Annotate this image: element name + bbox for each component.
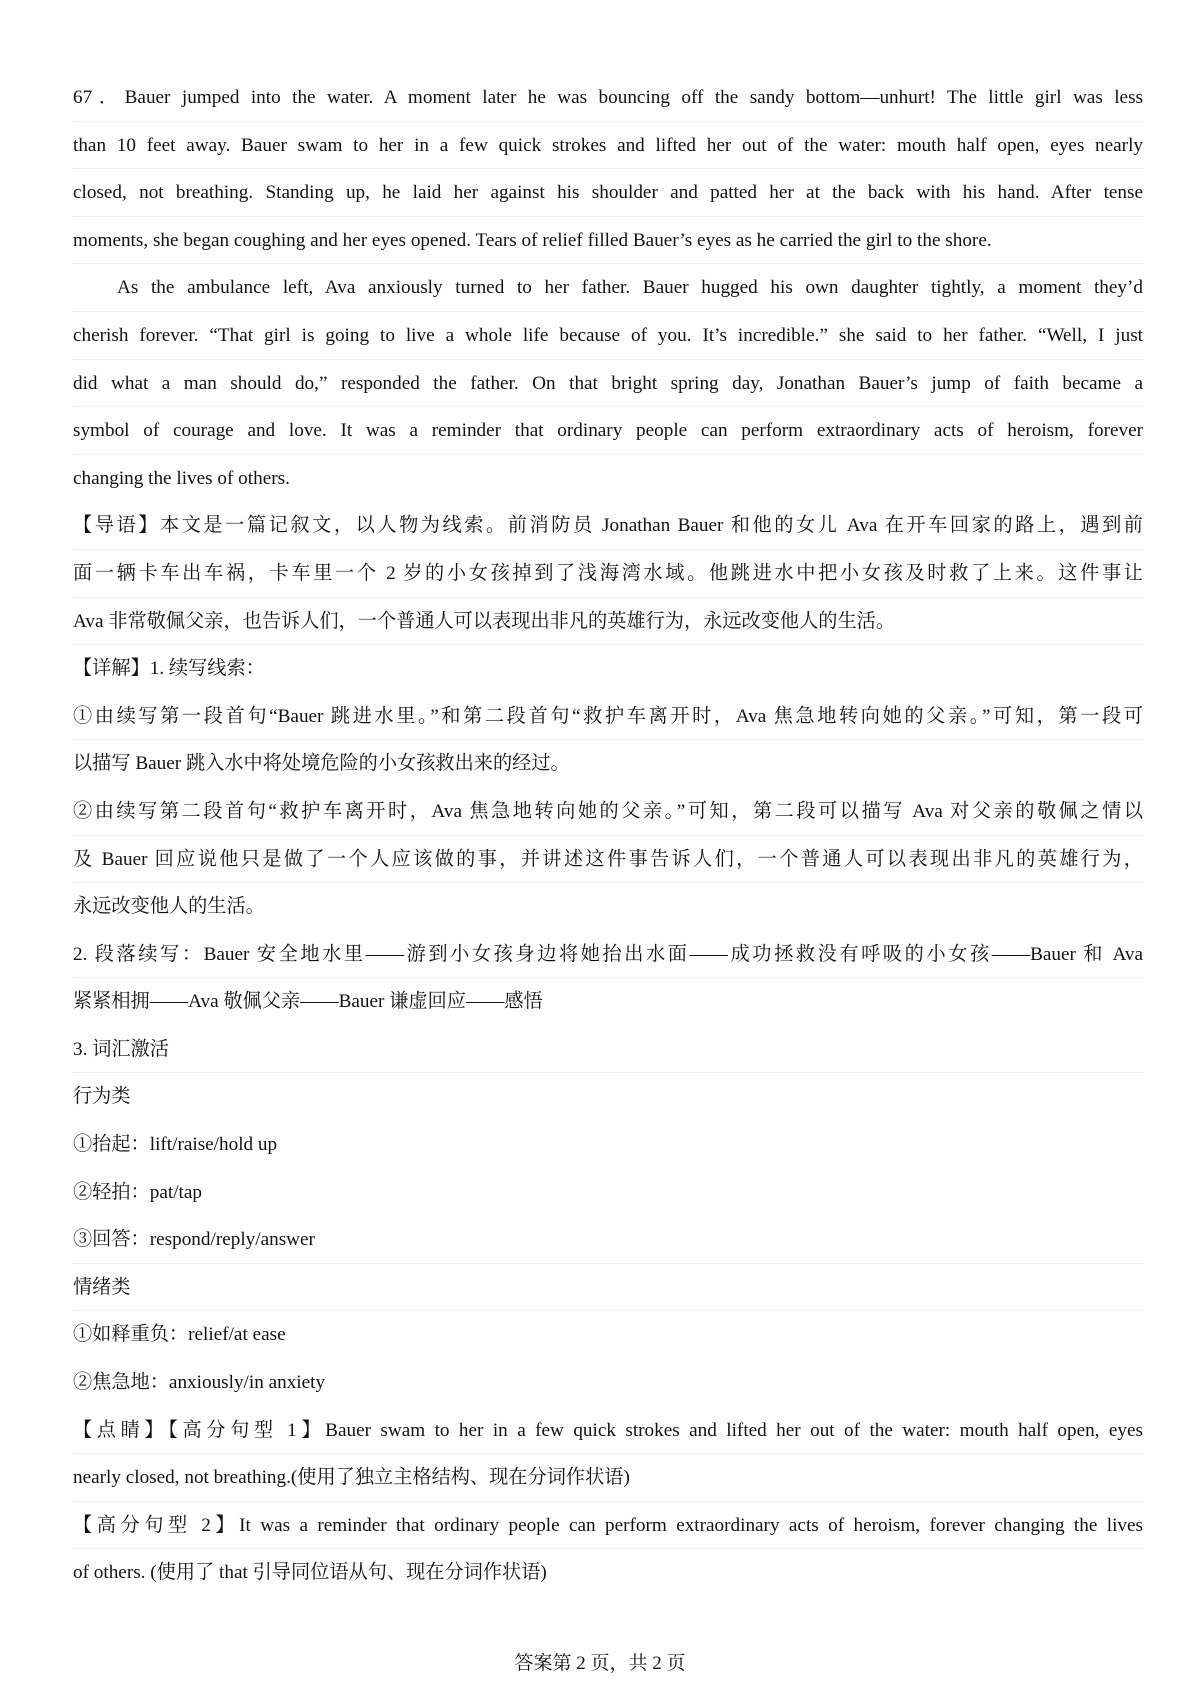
text-line: ①由续写第一段首句“Bauer 跳进水里。”和第二段首句“救护车离开时，Ava 焦急地转向她的父亲。”可知，第一段可 (73, 693, 1143, 741)
text-line: moments, she began coughing and her eyes opened. Tears of relief filled Bauer’s eyes as he carried the girl to the shore. (73, 217, 1143, 265)
text-line: than 10 feet away. Bauer swam to her in a few quick strokes and lifted her out of the water: mouth half open, eyes nearly (73, 122, 1143, 170)
text-line: 67．Bauer jumped into the water. A moment later he was bouncing off the sandy bottom—unhurt! The little girl was less (73, 74, 1143, 122)
text-line: changing the lives of others. (73, 467, 290, 489)
text-line: 紧紧相拥——Ava 敬佩父亲——Bauer 谦虚回应——感悟 (73, 991, 543, 1013)
text-line: 【高分句型 2】It was a reminder that ordinary people can perform extraordinary acts of heroism, forever changing the lives (73, 1502, 1143, 1550)
text-line: ②轻拍：pat/tap (73, 1181, 202, 1203)
text-line: 永远改变他人的生活。 (73, 896, 265, 918)
text-line: 【详解】1. 续写线索： (73, 658, 265, 680)
text-line: 及 Bauer 回应说他只是做了一个人应该做的事，并讲述这件事告诉人们，一个普通人可以表现出非凡的英雄行为， (73, 836, 1143, 884)
text-line: Ava 非常敬佩父亲，也告诉人们，一个普通人可以表现出非凡的英雄行为，永远改变他人的生活。 (73, 598, 1143, 646)
text-line: did what a man should do,” responded the father. On that bright spring day, Jonathan Bauer’s jump of faith became a (73, 360, 1143, 408)
text-line: ③回答：respond/reply/answer (73, 1216, 1143, 1264)
text-line: 【导语】本文是一篇记叙文，以人物为线索。前消防员 Jonathan Bauer 和他的女儿 Ava 在开车回家的路上，遇到前 (73, 502, 1143, 550)
text-line: ①抬起：lift/raise/hold up (73, 1134, 278, 1156)
answer-text-body (73, 74, 1143, 1597)
text-line: 面一辆卡车出车祸，卡车里一个 2 岁的小女孩掉到了浅海湾水域。他跳进水中把小女孩及时救了上来。这件事让 (73, 550, 1143, 598)
text-line: ①如释重负：relief/at ease (73, 1324, 286, 1346)
text-line: 情绪类 (73, 1264, 1143, 1312)
text-line: symbol of courage and love. It was a reminder that ordinary people can perform extraordinary acts of heroism, forever (73, 407, 1143, 455)
text-line: of others. (使用了 that 引导同位语从句、现在分词作状语) (73, 1562, 547, 1584)
text-line: nearly closed, not breathing.(使用了独立主格结构、现在分词作状语) (73, 1454, 1143, 1502)
text-line: 2. 段落续写：Bauer 安全地水里——游到小女孩身边将她抬出水面——成功拯救没有呼吸的小女孩——Bauer 和 Ava (73, 931, 1143, 979)
text-line: As the ambulance left, Ava anxiously turned to her father. Bauer hugged his own daughter tightly, a moment they’d (73, 264, 1143, 312)
text-line: closed, not breathing. Standing up, he laid her against his shoulder and patted her at the back with his hand. After tense (73, 169, 1143, 217)
text-line: ②焦急地：anxiously/in anxiety (73, 1372, 326, 1394)
text-line: 以描写 Bauer 跳入水中将处境危险的小女孩救出来的经过。 (73, 753, 570, 775)
text-line: ②由续写第二段首句“救护车离开时，Ava 焦急地转向她的父亲。”可知，第二段可以描写 Ava 对父亲的敬佩之情以 (73, 788, 1143, 836)
text-line: cherish forever. “That girl is going to live a whole life because of you. It’s incredible.” she said to her father. “Well, I just (73, 312, 1143, 360)
text-line: 行为类 (73, 1086, 131, 1108)
text-line: 【点睛】【高分句型 1】Bauer swam to her in a few quick strokes and lifted her out of the water: mouth half open, eyes (73, 1407, 1143, 1455)
text-line: 3. 词汇激活 (73, 1026, 1143, 1074)
page-footer: 答案第 2 页，共 2 页 (514, 1653, 686, 1674)
